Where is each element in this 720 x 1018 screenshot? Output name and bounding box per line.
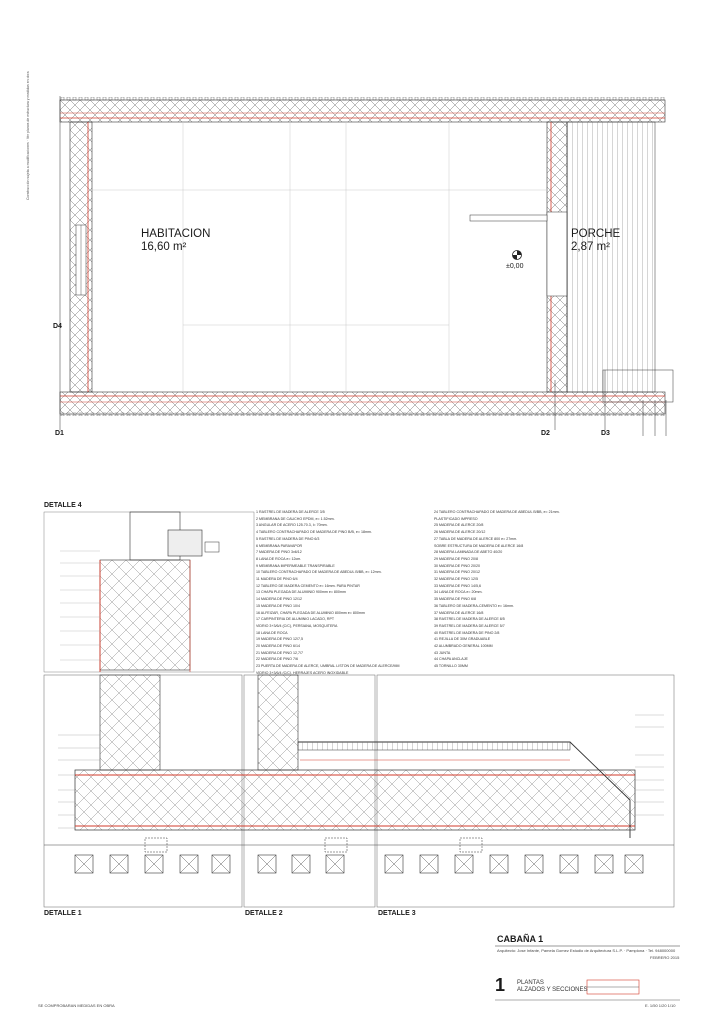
project-subtitle: Arquitecto: Jose Infante, Pamela Gomez Estudio de Arquitectura S.L.P. · Pamplona · Tel. 948000000 [497, 948, 676, 953]
legend-item: 24 TABLERO CONTRACHAPADO DE MADERA DE ABEDUL B/BB, e= 21mm. [434, 510, 560, 514]
legend-item: 12 TABLERO DE MADERA CEMENTO e= 16mm. PARA PINTAR [256, 583, 360, 588]
marker-d1: D1 [55, 430, 64, 437]
room-habitacion-name: HABITACION [141, 228, 211, 240]
room-habitacion [141, 228, 210, 254]
floor-plan [60, 96, 673, 436]
legend-item: 5 RASTREL DE MADERA DE PINO 6/3 [256, 536, 320, 541]
legend-item: 21 MADERA DE PINO 12,7/7 [256, 650, 303, 655]
legend-item: 23 PUERTA DE MADERA DE ALERCE, UMBRAL LISTON DE MADERA DE ALERCE/MM [256, 664, 400, 669]
legend-item: 27 TABLA DE MADERA DE ALERCE 800 e= 27mm. [434, 536, 518, 541]
detail-4-label: DETALLE 4 [44, 502, 82, 509]
legend-item: VIDRIO 3+3/6/4 (C/C), PERSIANA, MOSQUITERA [256, 623, 338, 628]
marker-d3: D3 [601, 430, 610, 437]
legend-item: 32 MADERA DE PINO 12/5 [434, 577, 478, 582]
site-note: SE COMPROBARAN MEDIDAS EN OBRA [38, 1003, 115, 1008]
sheet-title-line-1: PLANTAS [517, 980, 544, 986]
scale-label: E. 1/50 1/20 1/10 [645, 1003, 676, 1008]
legend-item: 28 MADERA LAMINADA DE ABETO 40/20 [434, 550, 503, 555]
legend-item: 35 MADERA DE PINO 6/8 [434, 597, 476, 602]
legend-item: 10 TABLERO CONTRACHAPADO DE MADERA DE ABEDUL B/BB, e= 12mm. [256, 570, 382, 575]
room-porche-area: 2,87 m² [571, 241, 610, 253]
legend-item: 2 MEMBRANA DE CAUCHO EPDM, e= 1.52mm. [256, 516, 335, 521]
legend-item: 29 MADERA DE PINO 20/8 [434, 556, 478, 561]
legend-item: 45 TORNILLO 30MM [434, 664, 468, 669]
room-habitacion-area: 16,60 m² [141, 241, 187, 253]
legend-item: 41 REJILLA DE 30M GRADUABLE [434, 637, 491, 642]
legend-item: 9 MEMBRANA IMPERMEABLE TRANSPIRABLE [256, 563, 335, 568]
legend-item: 16 ALFEIZAR, CHAPA PLEGADA DE ALUMINIO 800mm e= 800mm [256, 610, 365, 615]
legend-item: PLASTIFICADO IMPRESO [434, 516, 478, 521]
detail-4-drawing [44, 512, 254, 672]
legend-item: 37 MADERA DE ALERCE 16/8 [434, 610, 484, 615]
detail-2-label: DETALLE 2 [245, 910, 283, 917]
legend-item: 34 LANA DE ROCA e= 20mm. [434, 590, 483, 595]
legend-item: 43 JUNTA [434, 650, 451, 655]
legend-item: 4 TABLERO CONTRACHAPADO DE MADERA DE PINO B/B, e= 18mm. [256, 530, 372, 535]
legend-item: 22 MADERA DE PINO 7/6 [256, 657, 298, 662]
legend-item: 19 MADERA DE PINO 12/7,5 [256, 637, 303, 642]
legend-item: 17 CARPINTERIA DE ALUMINIO LACADO, RPT [256, 617, 335, 622]
legend-item: 15 MADERA DE PINO 10/4 [256, 603, 300, 608]
legend-item: 3 ANGULAR DE ACERO 125.70.3, l= 70mm. [256, 523, 328, 528]
legend-item: 6 MEMBRANA PARAVAPOR [256, 543, 303, 548]
legend-item: 13 CHAPA PLEGADA DE ALUMINIO 900mm e= 800mm [256, 590, 346, 595]
legend-item: 42 ALUMBRADO GENERAL 100MM [434, 644, 493, 649]
sheet-title [517, 980, 587, 994]
legend-column-2 [434, 509, 574, 674]
legend-item: 40 RASTREL DE MADERA DE PINO 2/8 [434, 630, 500, 635]
room-porche [571, 228, 620, 254]
legend-item: 1 RASTREL DE MADERA DE ALERCE 3/5 [256, 510, 325, 514]
marker-d2: D2 [541, 430, 550, 437]
legend-item: 25 MADERA DE ALERCE 20/8 [434, 523, 484, 528]
legend-item: SOBRE ESTRUCTURA DE MADERA DE ALERCE 16/8 [434, 543, 524, 548]
section-drawing [44, 675, 674, 907]
level-marker-label: ±0,00 [506, 263, 524, 270]
marker-d4: D4 [53, 323, 62, 330]
legend-item: 30 MADERA DE PINO 20/20 [434, 563, 480, 568]
legend-item: 26 MADERA DE ALERCE 20/12 [434, 530, 486, 535]
date-label: FEBRERO 2015 [650, 955, 680, 960]
sheet-number: 1 [495, 975, 506, 995]
room-porche-name: PORCHE [571, 228, 621, 240]
project-title: CABAÑA 1 [497, 934, 544, 944]
legend-item: 7 MADERA DE PINO 3x6/12 [256, 550, 302, 555]
legend-item: 39 RASTREL DE MADERA DE ALERCE 5/7 [434, 623, 505, 628]
legend-item: 33 MADERA DE PINO 14/5,6 [434, 583, 481, 588]
legend-item: 14 MADERA DE PINO 12/12 [256, 597, 302, 602]
detail-1-label: DETALLE 1 [44, 910, 82, 917]
legend-item: 38 RASTREL DE MADERA DE ALERCE 8/5 [434, 617, 505, 622]
side-note: Construcción sujeta a modificaciones · Ver planos de estructura y medidas en obra [26, 71, 30, 200]
legend-item: 20 MADERA DE PINO 6/14 [256, 644, 300, 649]
legend-item: 8 LANA DE ROCA e= 12cm. [256, 556, 302, 561]
legend-item: 36 TABLERO DE MADERA-CEMENTO e= 16mm. [434, 603, 514, 608]
detail-3-label: DETALLE 3 [378, 910, 416, 917]
legend-item: VIDRIO 3+3/6/4 (C/C), HERRAJES ACERO INOXIDABLE [256, 670, 349, 674]
legend-column-1 [256, 509, 431, 674]
legend-item: 44 CHAPA ANCLAJE [434, 657, 468, 662]
legend-item: 31 MADERA DE PINO 20/12 [434, 570, 480, 575]
sheet-title-line-2: ALZADOS Y SECCIONES [517, 987, 588, 993]
legend-item: 11 MADERA DE PINO 6/4 [256, 577, 298, 582]
legend-item: 18 LANA DE ROCA [256, 630, 288, 635]
